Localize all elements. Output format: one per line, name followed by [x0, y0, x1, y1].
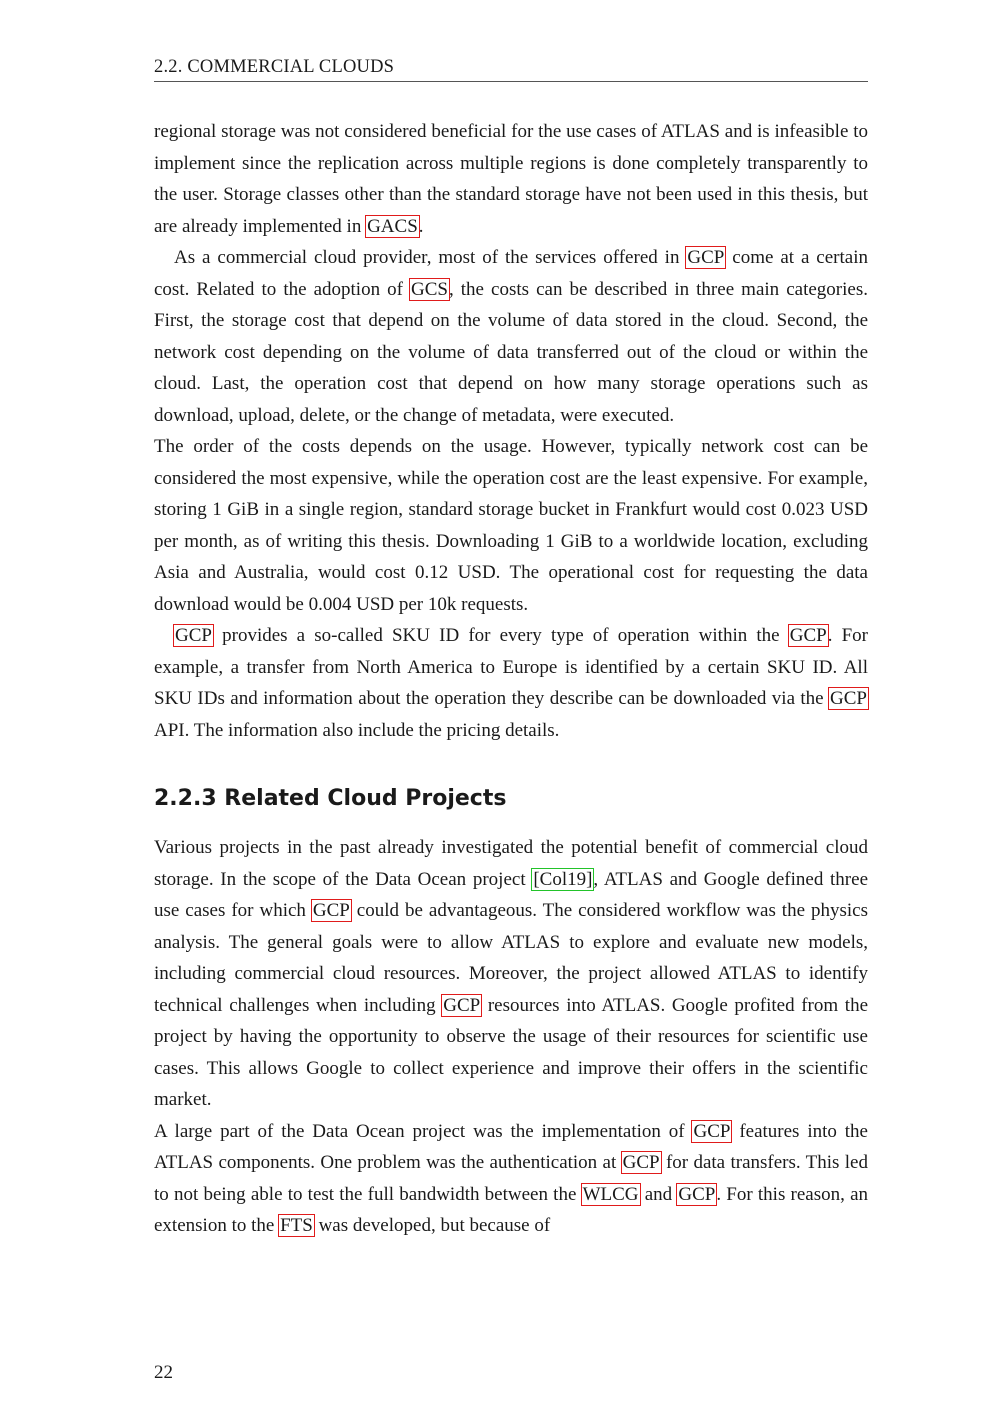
acronym-link-fts[interactable]: FTS	[280, 1215, 313, 1236]
citation-link-col19[interactable]: [Col19]	[533, 868, 593, 890]
acronym-link-gcp[interactable]: GCP	[687, 247, 725, 268]
acronym-link-gcs[interactable]: GCS	[411, 278, 448, 300]
page-number: 22	[154, 1362, 173, 1383]
paragraph: regional storage was not considered beneficial for the use cases of ATLAS and is infeasible to implement since the replication across multiple regions is done completely transparently to the user. Storage classes other than the standard storage have not been used in this thesis, but are already implemented in GACS.	[154, 121, 868, 237]
acronym-link-gcp[interactable]: GCP	[678, 1183, 716, 1205]
paragraph: GCP provides a so-called SKU ID for every type of operation within the GCP. For example, a transfer from North America to Europe is identified by a certain SKU ID. All SKU IDs and information about the operation they describe can be downloaded via the GCP API. The information also include the pricing details.	[154, 625, 868, 741]
paragraph: A large part of the Data Ocean project was the implementation of GCP features into the ATLAS components. One problem was the authentication at GCP for data transfers. This led to not being able to test the full bandwidth between the WLCG and GCP. For this reason, an extension to the FTS was developed, but because of	[154, 1120, 869, 1236]
paragraph: As a commercial cloud provider, most of the services offered in GCP come at a certain cost. Related to the adoption of GCS, the costs can be described in three main categories. First, the storage cost that depend on the volume of data stored in the cloud. Second, the network cost depending on the volume of data transferred out of the cloud or within the cloud. Last, the operation cost that depend on how many storage operations such as download, upload, delete, or the change of metadata, were executed.	[154, 247, 868, 426]
acronym-link-gcp[interactable]: GCP	[312, 900, 350, 921]
acronym-link-gcp[interactable]: GCP	[175, 625, 212, 646]
running-header: 2.2. COMMERCIAL CLOUDS	[154, 57, 868, 82]
page-content	[154, 116, 868, 1242]
acronym-link-gcp[interactable]: GCP	[789, 625, 827, 646]
acronym-link-gcp[interactable]: GCP	[622, 1152, 660, 1173]
acronym-link-gcp[interactable]: GCP	[830, 688, 867, 709]
paragraph: Various projects in the past already investigated the potential benefit of commercial cloud storage. In the scope of the Data Ocean project [Col19], ATLAS and Google defined three use cases for which GCP could be advantageous. The considered workflow was the physics analysis. The general goals were to allow ATLAS to explore and evaluate new models, including commercial cloud resources. Moreover, the project allowed ATLAS to identify technical challenges when including GCP resources into ATLAS. Google profited from the project by having the opportunity to observe the usage of their resources for scientific use cases. This allows Google to collect experience and improve their offers in the scientific market.	[154, 837, 868, 1110]
acronym-link-gacs[interactable]: GACS	[367, 215, 418, 237]
acronym-link-gcp[interactable]: GCP	[443, 994, 481, 1016]
paragraph: The order of the costs depends on the usage. However, typically network cost can be considered the most expensive, while the operation cost are the least expensive. For example, storing 1 GiB in a single region, standard storage bucket in Frankfurt would cost 0.023 USD per month, as of writing this thesis. Downloading 1 GiB to a worldwide location, excluding Asia and Australia, would cost 0.12 USD. The operational cost for requesting the data download would be 0.004 USD per 10k requests.	[154, 436, 868, 615]
section-heading: 2.2.3 Related Cloud Projects	[154, 786, 507, 811]
acronym-link-wlcg[interactable]: WLCG	[582, 1183, 639, 1205]
acronym-link-gcp[interactable]: GCP	[693, 1120, 731, 1142]
